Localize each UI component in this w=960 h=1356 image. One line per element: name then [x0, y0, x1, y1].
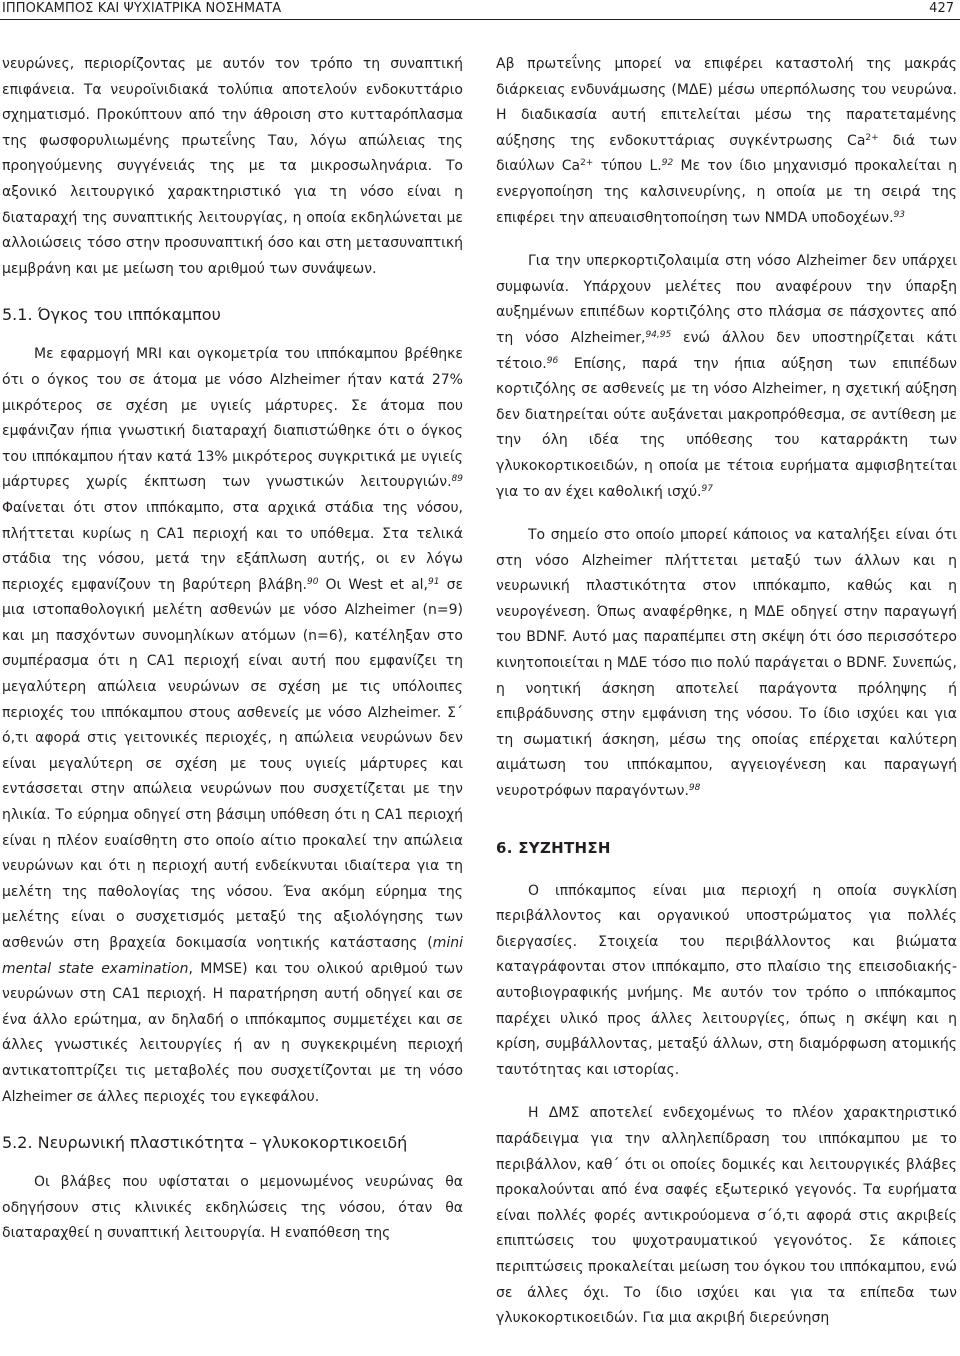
superscript: 2+ [865, 132, 879, 143]
section-heading-5-1: 5.1. Όγκος του ιππόκαμπου [2, 305, 221, 325]
running-title: ΙΠΠΟΚΑΜΠΟΣ ΚΑΙ ΨΥΧΙΑΤΡΙΚΑ ΝΟΣΗΜΑΤΑ [2, 1, 282, 16]
citation-94-95: 94,95 [645, 329, 672, 340]
text-run: Επίσης, παρά την ήπια αύξηση των επιπέδων κορτιζόλης σε ασθενείς με τη νόσο Alzheimer, η σχετική αύξηση δεν διατηρείται ούτε αυξάνεται μακροπρόθεσμα, σε αντίθεση με την όλη ιδέα της υπόθεσης του καταρράκτη των γλυκοκορτικοειδών, η οποία με τέτοια ευρήματα αμφισβητείται για το αν έχει καθολική ισχύ. [496, 355, 957, 500]
text-run: Οι West et al, [318, 576, 429, 593]
text-run: Με εφαρμογή MRI και ογκομετρία του ιππόκαμπου βρέθηκε ότι ο όγκος του σε άτομα με νόσο Alzheimer ήταν κατά 27% μικρότερος σε σχέση με υγιείς μάρτυρες. Σε άτομα που εμφάνιζαν ήπια γνωστική διαταραχή διαπιστώθηκε ότι ο όγκος του ιππόκαμπου ήταν κατά 13% μικρότερος συγκριτικά με υγιείς μάρτυρες χωρίς έκπτωση των γνωστικών λειτουργιών. [2, 346, 463, 491]
text-run: Aβ πρωτεΐνης μπορεί να επιφέρει καταστολή της μακράς διάρκειας ενδυνάμωσης (ΜΔΕ) μέσω υπερπόλωσης του νευρώνα. Η διαδικασία αυτή επιτελείται μέσω της παρατεταμένης αύξησης της ενδοκυττάριας συγκέντρωσης Ca [496, 56, 957, 149]
citation-89: 89 [451, 474, 463, 485]
left-column [2, 52, 463, 1247]
text-run: σε μια ιστοπαθολογική μελέτη ασθενών με νόσο Alzheimer (n=9) και μη πασχόντων συνομηλίκων ατόμων (n=6), κατέληξαν στο συμπέρασμα ότι η CA1 περιοχή είναι αυτή που εμφανίζει τη μεγαλύτερη απώλεια νευρώνων σε σχέση με τις υπόλοιπες περιοχές του ιππόκαμπου στους ασθενείς με νόσο Alzheimer. Σ΄ ό,τι αφορά στις γειτονικές περιοχές, η απώλεια νευρώνων δεν είναι μεγαλύτερη σε σχέση με τους υγιείς μάρτυρες και εντάσσεται στην απώλεια νευρώνων που συσχετίζεται με την ηλικία. Το εύρημα οδηγεί στη βάσιμη υπόθεση ότι η CA1 περιοχή είναι η πλέον ευαίσθητη στο οποίο αίτιο προκαλεί την απώλεια νευρώνων και ότι η περιοχή αυτή ενδείκνυται ιδιαίτερα για τη μελέτη της παθολογίας της νόσου. Ένα ακόμη εύρημα της μελέτης είναι ο συσχετισμός μεταξύ της αξιολόγησης των ασθενών στη βραχεία δοκιμασία νοητικής κατάστασης ( [2, 576, 464, 951]
section-heading-5-2: 5.2. Νευρωνική πλαστικότητα – γλυκοκορτικοειδή [2, 1133, 408, 1153]
text-run: , MMSE) και του ολικού αριθμού των νευρώνων στη CA1 περιοχή. Η παρατήρηση αυτή οδηγεί και σε ένα άλλο ερώτημα, αν δηλαδή ο ιππόκαμπος συμμετέχει και σε άλλες γνωστικές λειτουργίες ή αν η συγκεκριμένη περιοχή αντικατοπτρίζει τις μεταβολές που συσχετίζονται με τη νόσο Alzheimer σε άλλες περιοχές του εγκεφάλου. [2, 960, 463, 1105]
citation-92: 92 [661, 158, 674, 169]
page-header [0, 0, 960, 22]
citation-90: 90 [306, 576, 319, 587]
paragraph [496, 523, 957, 805]
italic-term: mini mental state examination [2, 935, 463, 977]
paragraph [496, 52, 957, 231]
citation-93: 93 [893, 209, 906, 220]
page-number: 427 [929, 1, 954, 16]
text-run: Με τον ίδιο μηχανισμό προκαλείται η ενεργοποίηση της καλσινευρίνης, η οποία με τη σειρά της επιφέρει την απευαισθητοποίηση των NMDA υποδοχέων. [496, 158, 958, 226]
text-run: ενώ άλλου δεν υποστηρίζεται κάτι τέτοιο. [496, 329, 957, 372]
paragraph: Η ΔΜΣ αποτελεί ενδεχομένως το πλέον χαρακτηριστικό παράδειγμα για την αλληλεπίδραση του ιππόκαμπου με το περιβάλλον, καθ΄ ότι οι οποίες δομικές και λειτουργικές βλάβες προκαλούνται από ένα σαφές εξωτερικό γεγονός. Τα ευρήματα είναι πολλές φορές αντικρούομενα σ΄ό,τι αφορά στις ακριβείς επιπτώσεις του ψυχοτραυματικού γεγονότος. Σε κάποιες περιπτώσεις προκαλείται μείωση του όγκου του ιππόκαμπου, ενώ σε άλλες όχι. Το ίδιο ισχύει και για τα επίπεδα των γλυκοκορτικοειδών. Για μια ακριβή διερεύνηση [496, 1105, 957, 1327]
text-run: Για την υπερκορτιζολαιμία στη νόσο Alzheimer δεν υπάρχει συμφωνία. Υπάρχουν μελέτες που αναφέρουν την ύπαρξη αυξημένων επιπέδων κορτιζόλης στο πλάσμα σε πάσχοντες από τη νόσο Alzheimer, [496, 253, 957, 346]
text-run: Το σημείο στο οποίο μπορεί κάποιος να καταλήξει είναι ότι στη νόσο Alzheimer πλήττεται μεταξύ των άλλων και η νευρωνική πλαστικότητα στον ιππόκαμπο, καθώς και η νευρογένεση. Όπως αναφέρθηκε, η ΜΔΕ οδηγεί στην παραγωγή του BDNF. Αυτό μας παραπέμπει στη σκέψη ότι όσο περισσότερο κινητοποιείται η ΜΔΕ τόσο πιο πολύ παράγεται ο BDNF. Συνεπώς, η νοητική άσκηση αποτελεί παράγοντα πρόληψης ή επιβράδυνσης στην εμφάνιση της νόσου. Το ίδιο ισχύει και για τη σωματική άσκηση, μέσω της οποίας επέρχεται καλύτερη αιμάτωση του ιππόκαμπου, αγγειογένεση και παραγωγή νευροτρόφων παραγόντων. [496, 527, 957, 800]
superscript: 2+ [580, 158, 594, 169]
section-heading-6: 6. ΣΥΖΗΤΗΣΗ [496, 838, 611, 857]
paragraph [2, 342, 463, 1110]
text-run: διά των διαύλων Ca [496, 132, 958, 175]
text-run: Φαίνεται ότι στον ιππόκαμπο, στα αρχικά στάδια της νόσου, πλήττεται κυρίως η CA1 περιοχή και το υπόθεμα. Στα τελικά στάδια της νόσου, μετά την εξάπλωση αυτής, οι εν λόγω περιοχές εμφανίζουν τη βαρύτερη βλάβη. [2, 499, 463, 593]
citation-97: 97 [701, 483, 713, 494]
citation-98: 98 [688, 783, 701, 794]
paragraph [496, 249, 957, 505]
citation-96: 96 [546, 355, 559, 366]
paragraph: Ο ιππόκαμπος είναι μια περιοχή η οποία συγκλίση περιβάλλοντος και οργανικού υποστρώματος για πολλές διεργασίες. Στοιχεία του περιβάλλοντος και βιώματα καταγράφονται στον ιππόκαμπο, στο πλαίσιο της επεισοδιακής-αυτοβιογραφικής μνήμης. Με αυτόν τον τρόπο ο ιππόκαμπος παρέχει υλικό προς άλλες λειτουργίες, όπως η σκέψη και η κρίση, συμβάλλοντας, μεταξύ άλλων, στη διαμόρφωση ατομικής ταυτότητας και ιστορίας. [496, 882, 957, 1078]
right-column [496, 52, 957, 1332]
citation-91: 91 [428, 576, 440, 587]
paragraph: νευρώνες, περιορίζοντας με αυτόν τον τρόπο τη συναπτική επιφάνεια. Τα νευροϊνιδιακά τολύπια αποτελούν ενδοκυττάριο σχηματισμό. Προκύπτουν από την άθροιση στο κυτταρόπλασμα της φωσφορυλιωμένης πρωτεΐνης Ταυ, λόγω απώλειας της προηγούμενης συγγένειάς της με τα μικροσωληνάρια. Το αξονικό λειτουργικό χαρακτηριστικό για τη νόσο είναι η διαταραχή της συναπτικής λειτουργίας, η οποία εκδηλώνεται με αλλοιώσεις τόσο στην προσυναπτική όσο και στη μετασυναπτική μεμβράνη και με μείωση του αριθμού των συνάψεων. [2, 56, 463, 277]
text-run: τύπου L. [593, 158, 662, 175]
paragraph: Οι βλάβες που υφίσταται ο μεμονωμένος νευρώνας θα οδηγήσουν στις κλινικές εκδηλώσεις της νόσου, όταν θα διαταραχθεί η συναπτική λειτουργία. Η εναπόθεση της [2, 1174, 463, 1242]
header-rule [0, 19, 960, 20]
